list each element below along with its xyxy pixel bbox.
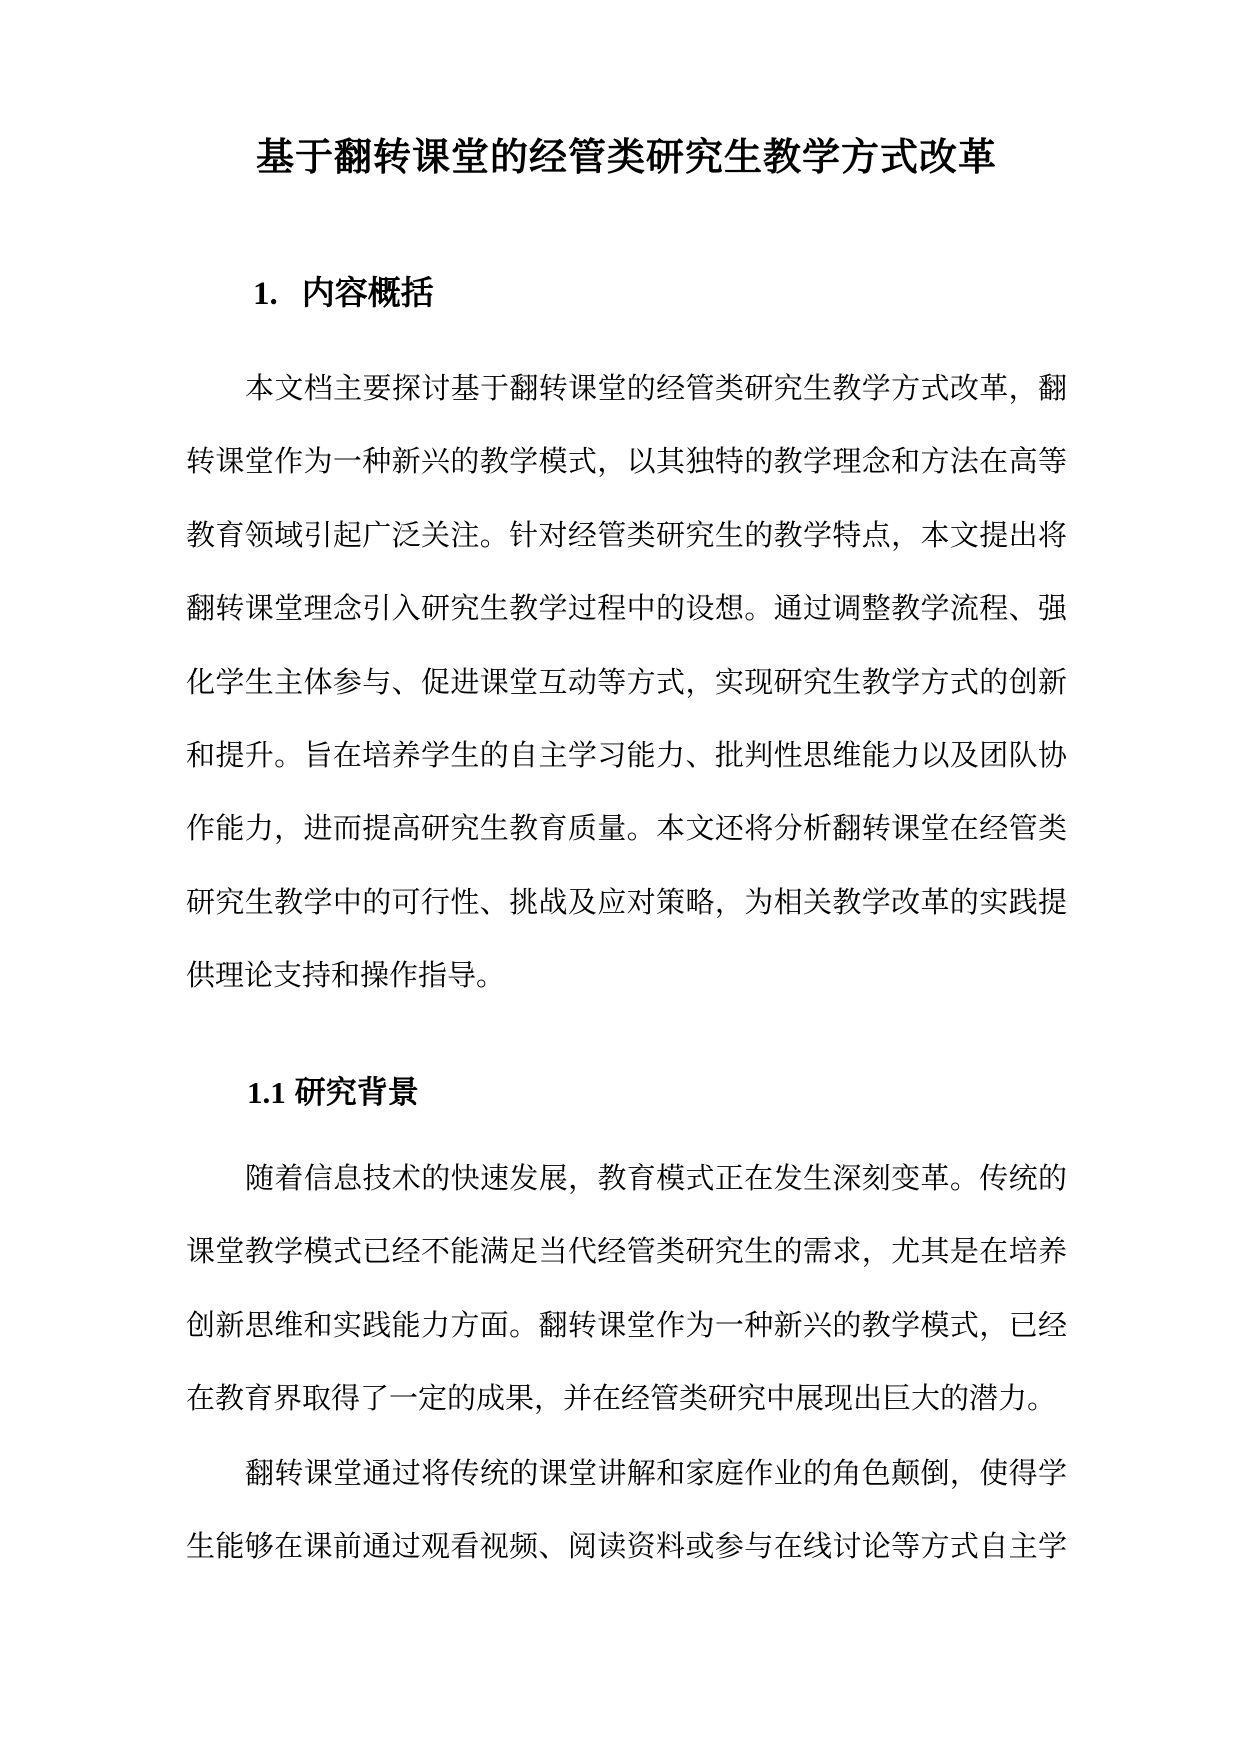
text-line: 和提升。旨在培养学生的自主学习能力、批判性思维能力以及团队协 <box>186 740 1067 773</box>
text-line: 研究生教学中的可行性、挑战及应对策略，为相关教学改革的实践提 <box>186 886 1067 919</box>
section-label: 研究背景 <box>294 1075 419 1110</box>
text-line: 教育领域引起广泛关注。针对经管类研究生的教学特点，本文提出将 <box>186 519 1067 552</box>
text-line: 课堂教学模式已经不能满足当代经管类研究生的需求，尤其是在培养 <box>186 1236 1067 1269</box>
text-line: 随着信息技术的快速发展，教育模式正在发生深刻变革。传统的 <box>245 1163 1067 1195</box>
section-label: 内容概括 <box>301 276 434 312</box>
text-line: 供理论支持和操作指导。 <box>186 960 506 993</box>
document-title: 基于翻转课堂的经管类研究生教学方式改革 <box>255 137 997 179</box>
text-line: 创新思维和实践能力方面。翻转课堂作为一种新兴的教学模式，已经 <box>186 1309 1067 1342</box>
text-line: 在教育界取得了一定的成果，并在经管类研究中展现出巨大的潜力。 <box>186 1383 1057 1416</box>
section-heading-1 <box>253 274 434 315</box>
section-number: 1. <box>253 276 278 312</box>
text-line: 作能力，进而提高研究生教育质量。本文还将分析翻转课堂在经管类 <box>186 813 1067 846</box>
section-heading-1-1 <box>247 1074 419 1113</box>
paragraph-overview <box>186 353 1067 1014</box>
text-line: 翻转课堂理念引入研究生教学过程中的设想。通过调整教学流程、强 <box>186 593 1067 626</box>
text-line: 转课堂作为一种新兴的教学模式，以其独特的教学理念和方法在高等 <box>186 446 1067 479</box>
section-number: 1.1 <box>247 1075 286 1110</box>
paragraph-background-2 <box>186 1438 1067 1585</box>
text-line: 本文档主要探讨基于翻转课堂的经管类研究生教学方式改革，翻 <box>245 373 1067 405</box>
text-line: 生能够在课前通过观看视频、阅读资料或参与在线讨论等方式自主学 <box>186 1531 1067 1564</box>
paragraph-background-1 <box>186 1143 1067 1437</box>
text-line: 化学生主体参与、促进课堂互动等方式，实现研究生教学方式的创新 <box>186 666 1067 699</box>
text-line: 翻转课堂通过将传统的课堂讲解和家庭作业的角色颠倒，使得学 <box>245 1458 1067 1490</box>
